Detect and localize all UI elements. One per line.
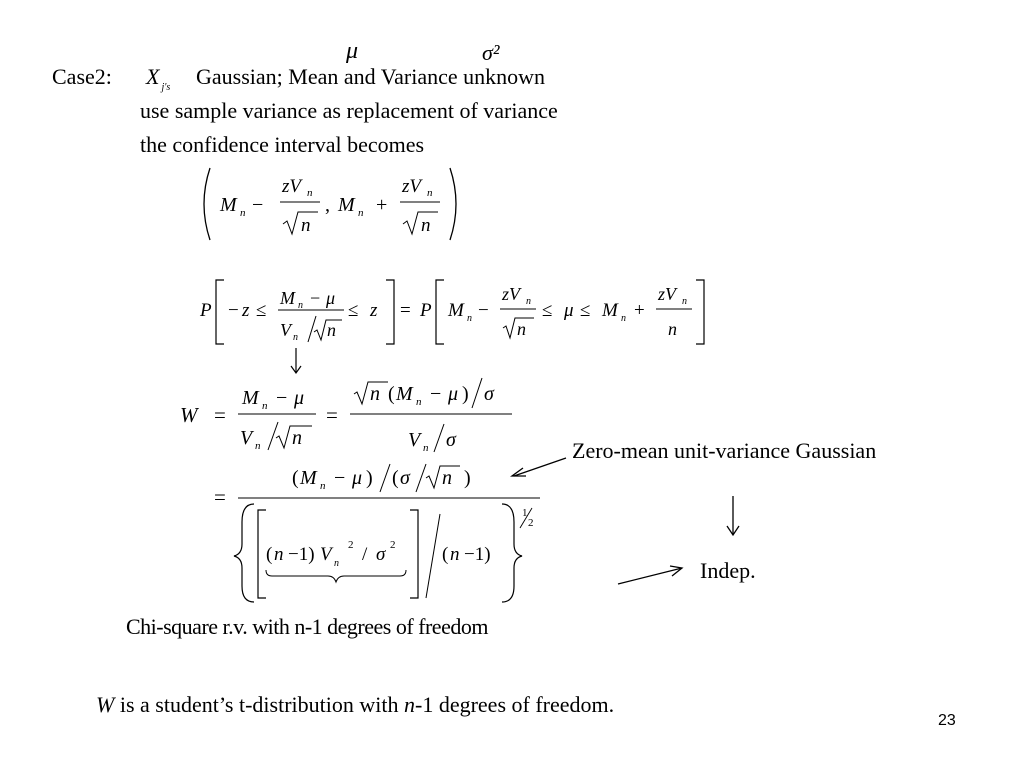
svg-text:W: W xyxy=(180,403,198,427)
svg-text:μ: μ xyxy=(448,383,459,405)
svg-text:n: n xyxy=(682,296,687,307)
svg-text:V: V xyxy=(240,427,253,449)
svg-text:): ) xyxy=(462,383,469,405)
svg-text:+: + xyxy=(634,300,645,321)
svg-text:zV: zV xyxy=(658,284,676,304)
arrow-to-indep-icon xyxy=(614,562,686,588)
svg-text:n: n xyxy=(320,480,326,492)
svg-text:n: n xyxy=(301,215,311,236)
confidence-interval-formula xyxy=(196,164,466,244)
svg-text:−: − xyxy=(334,467,346,489)
svg-text:z: z xyxy=(242,300,250,321)
probability-equation xyxy=(196,276,716,348)
svg-text:μ: μ xyxy=(564,300,574,321)
mu-symbol: μ xyxy=(346,38,359,64)
svg-text:M: M xyxy=(300,467,317,489)
svg-text:M: M xyxy=(448,300,464,321)
svg-text:z: z xyxy=(370,300,378,321)
svg-text:−: − xyxy=(310,288,321,308)
case-label: Case2: xyxy=(52,64,112,89)
svg-text:,: , xyxy=(325,194,330,216)
svg-text:n: n xyxy=(370,383,380,405)
svg-text:V: V xyxy=(408,429,421,451)
svg-text:−: − xyxy=(252,194,264,216)
svg-text:M: M xyxy=(396,383,413,405)
svg-text:n: n xyxy=(327,320,336,340)
svg-text:n: n xyxy=(416,396,422,408)
svg-text:n: n xyxy=(358,207,364,219)
svg-text:=: = xyxy=(326,403,338,427)
svg-text:n: n xyxy=(240,207,246,219)
svg-text:n: n xyxy=(427,187,433,199)
svg-text:n: n xyxy=(526,296,531,307)
svg-text:≤: ≤ xyxy=(348,300,359,321)
x-symbol: X xyxy=(146,64,160,89)
svg-text:μ: μ xyxy=(326,288,336,308)
svg-text:n: n xyxy=(668,319,677,339)
svg-text:n: n xyxy=(255,440,261,452)
svg-text:n: n xyxy=(293,332,298,343)
svg-text:−: − xyxy=(478,300,489,321)
down-arrow-indep-icon xyxy=(722,494,744,538)
svg-text:n: n xyxy=(621,313,626,324)
svg-text:−: − xyxy=(228,300,239,321)
svg-text:=: = xyxy=(214,485,226,509)
svg-text:+: + xyxy=(376,194,388,216)
svg-text:/: / xyxy=(362,544,368,565)
svg-text:M: M xyxy=(220,194,237,216)
svg-text:): ) xyxy=(464,467,471,489)
svg-text:n: n xyxy=(467,313,472,324)
conclusion-n: n xyxy=(404,692,415,717)
svg-text:σ: σ xyxy=(400,467,410,489)
svg-text:n: n xyxy=(262,400,268,412)
case-text: Gaussian; Mean and Variance unknown xyxy=(196,64,546,89)
svg-text:(: ( xyxy=(292,467,299,489)
svg-text:(: ( xyxy=(392,467,399,489)
body-line-3: the confidence interval becomes xyxy=(140,132,425,157)
body-line-2: use sample variance as replacement of variance xyxy=(140,98,558,123)
svg-text:): ) xyxy=(366,467,373,489)
svg-text:=: = xyxy=(214,403,226,427)
svg-text:≤: ≤ xyxy=(580,300,591,321)
svg-text:=: = xyxy=(400,300,411,321)
svg-text:−1): −1) xyxy=(464,544,491,565)
svg-text:P: P xyxy=(420,300,432,321)
svg-text:M: M xyxy=(602,300,618,321)
svg-text:n: n xyxy=(450,544,460,565)
svg-text:1: 1 xyxy=(522,507,528,519)
svg-text:2: 2 xyxy=(390,539,396,551)
svg-text:zV: zV xyxy=(402,176,421,197)
conclusion-part1: is a student’s t-distribution with xyxy=(114,692,404,717)
svg-text:σ: σ xyxy=(376,544,386,565)
svg-text:2: 2 xyxy=(348,539,354,551)
annotation-gaussian: Zero-mean unit-variance Gaussian xyxy=(572,438,877,463)
svg-text:σ: σ xyxy=(484,383,494,405)
svg-text:n: n xyxy=(292,427,302,449)
svg-text:n: n xyxy=(334,558,339,569)
svg-text:≤: ≤ xyxy=(256,300,267,321)
svg-text:M: M xyxy=(280,288,295,308)
conclusion-part2: -1 degrees of freedom. xyxy=(415,692,615,717)
svg-text:P: P xyxy=(200,300,212,321)
svg-text:(: ( xyxy=(388,383,395,405)
svg-text:(: ( xyxy=(266,544,273,565)
svg-text:μ: μ xyxy=(294,387,305,409)
svg-text:(: ( xyxy=(442,544,449,565)
slide-number: 23 xyxy=(938,712,956,729)
arrow-to-gaussian-icon xyxy=(508,454,570,480)
svg-text:n: n xyxy=(298,300,303,311)
svg-text:−1): −1) xyxy=(288,544,315,565)
svg-text:zV: zV xyxy=(282,176,301,197)
svg-text:n: n xyxy=(423,442,429,454)
annotation-chi-square: Chi-square r.v. with n-1 degrees of freedom xyxy=(126,614,488,639)
svg-text:n: n xyxy=(421,215,431,236)
svg-text:−: − xyxy=(276,387,288,409)
svg-text:≤: ≤ xyxy=(542,300,553,321)
svg-text:2: 2 xyxy=(528,517,534,529)
sigma-squared-symbol: σ² xyxy=(482,40,500,65)
svg-text:σ: σ xyxy=(446,429,456,451)
conclusion-w: W xyxy=(96,692,115,717)
svg-text:V: V xyxy=(280,320,291,340)
w-definition-formula xyxy=(176,372,546,608)
svg-text:n: n xyxy=(442,467,452,489)
conclusion-text xyxy=(96,692,614,718)
svg-text:n: n xyxy=(517,319,526,339)
svg-text:M: M xyxy=(242,387,259,409)
x-subscript: j's xyxy=(161,82,171,93)
svg-text:V: V xyxy=(320,544,332,565)
x-js-symbol xyxy=(146,64,171,93)
svg-text:zV: zV xyxy=(502,284,520,304)
svg-text:−: − xyxy=(430,383,442,405)
svg-text:M: M xyxy=(338,194,355,216)
annotation-indep: Indep. xyxy=(700,558,756,583)
svg-text:μ: μ xyxy=(352,467,363,489)
svg-text:n: n xyxy=(274,544,284,565)
svg-text:n: n xyxy=(307,187,313,199)
